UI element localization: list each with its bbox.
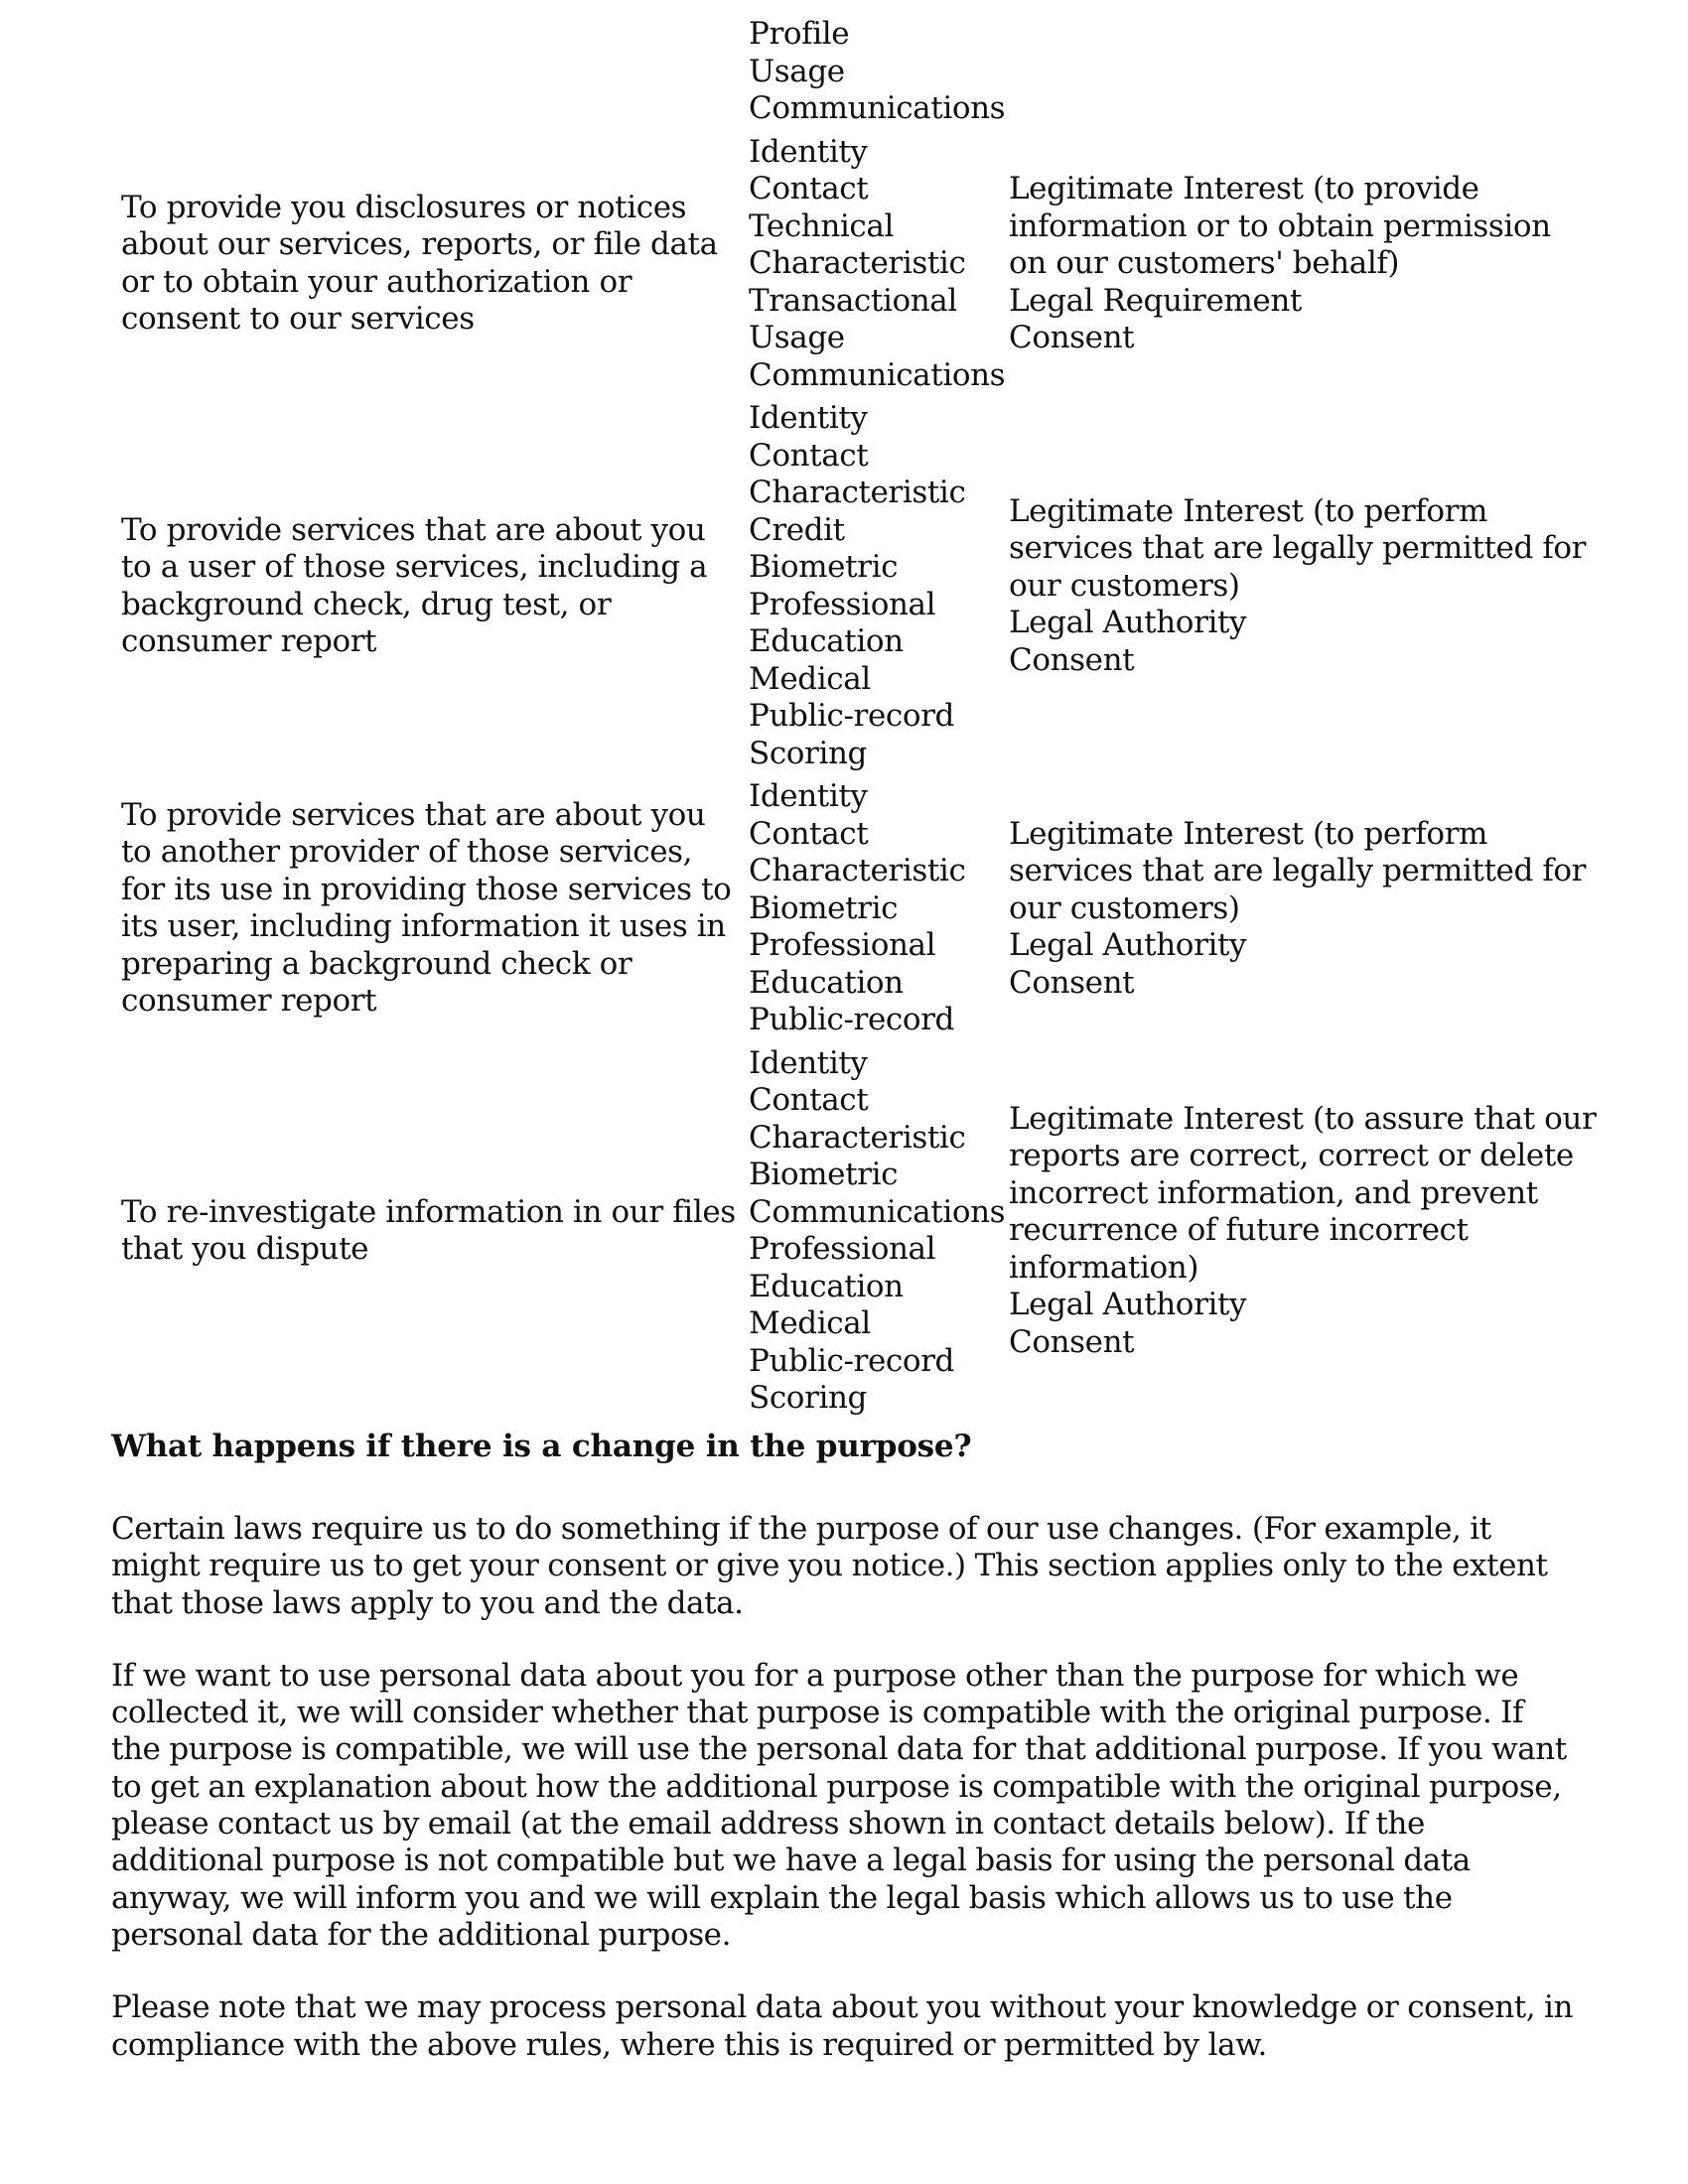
- legal-basis-line: our customers): [1009, 567, 1240, 604]
- data-category: Biometric: [749, 1157, 899, 1192]
- data-category: Contact: [749, 437, 869, 474]
- legal-basis-cell: [1009, 1100, 1597, 1362]
- data-categories-cell: [749, 400, 1009, 772]
- data-category: Professional: [749, 1231, 936, 1267]
- purpose-cell: [121, 1194, 749, 1269]
- legal-basis-line: our customers): [1009, 889, 1240, 926]
- legal-basis-line: Legitimate Interest (to provide: [1009, 171, 1479, 206]
- data-category: Biometric: [749, 549, 899, 585]
- legal-basis-line: Legitimate Interest (to perform: [1009, 815, 1488, 852]
- legal-basis-line: reports are correct, correct or delete: [1009, 1138, 1574, 1174]
- purpose-table: [121, 16, 1597, 1418]
- data-category: Scoring: [749, 1380, 868, 1416]
- legal-basis-line: Legal Authority: [1009, 605, 1247, 641]
- table-row: [121, 16, 1571, 128]
- legal-basis-line: Legitimate Interest (to assure that our: [1009, 1100, 1597, 1137]
- data-category: Contact: [749, 171, 869, 206]
- data-category: Technical: [749, 207, 894, 244]
- data-category: Identity: [749, 400, 868, 436]
- data-category: Professional: [749, 927, 936, 963]
- legal-basis-line: Legal Authority: [1009, 1287, 1247, 1323]
- purpose-cell: [121, 512, 749, 661]
- data-category: Education: [749, 623, 904, 659]
- data-category: Characteristic: [749, 1119, 966, 1156]
- legal-basis-line: Legal Authority: [1009, 927, 1247, 963]
- data-category: Communications: [749, 90, 1006, 126]
- data-category: Usage: [749, 53, 845, 89]
- legal-basis-line: Legal Requirement: [1009, 282, 1302, 319]
- legal-basis-line: Consent: [1009, 641, 1135, 678]
- table-row: [121, 134, 1571, 395]
- data-category: Public-record: [749, 1002, 954, 1037]
- data-category: Identity: [749, 133, 868, 170]
- data-category: Communications: [749, 356, 1006, 393]
- data-category: Contact: [749, 815, 869, 852]
- data-category: Medical: [749, 1305, 871, 1341]
- legal-basis-line: on our customers' behalf): [1009, 245, 1400, 281]
- legal-basis-line: recurrence of future incorrect: [1009, 1212, 1469, 1249]
- purpose-change-section: [111, 1429, 1581, 2100]
- table-row: [121, 778, 1587, 1039]
- legal-basis-line: services that are legally permitted for: [1009, 853, 1587, 888]
- legal-basis-line: Consent: [1009, 964, 1135, 1001]
- legal-basis-line: Legitimate Interest (to perform: [1009, 492, 1488, 529]
- data-category: Medical: [749, 660, 871, 697]
- data-category: Characteristic: [749, 475, 966, 510]
- data-category: Profile: [749, 16, 850, 52]
- paragraph: If we want to use personal data about you for a purpose other than the purpose for which we collected it, we will consider whether that purpose is compatible with the original purpose. If the purpose is compatible, we will use the personal data for that additional purpose. If you want to get an explanation about how the additional purpose is compatible with the original purpose, please contact us by email (at the email address shown in contact details below). If the additional purpose is not compatible but we have a legal basis for using the personal data anyway, we will inform you and we will explain the legal basis which allows us to use the personal data for the additional purpose.: [111, 1657, 1567, 1953]
- legal-basis-line: information): [1009, 1249, 1199, 1286]
- paragraph: Please note that we may process personal data about you without your knowledge or consent, in compliance with the above rules, where this is required or permitted by law.: [111, 1989, 1574, 2063]
- legal-basis-cell: [1009, 815, 1587, 1003]
- legal-basis-cell: [1009, 171, 1580, 357]
- data-categories-cell: [749, 16, 1009, 128]
- purpose-text: To provide services that are about you to another provider of those services, for its use in providing those services to its user, including information it uses in preparing a background check or consumer report: [121, 796, 732, 1020]
- data-category: Public-record: [749, 1342, 954, 1379]
- data-category: Communications: [749, 1193, 1006, 1230]
- purpose-text: To re-investigate information in our files that you dispute: [121, 1193, 736, 1267]
- legal-basis-cell: [1009, 492, 1587, 680]
- data-category: Identity: [749, 1044, 868, 1081]
- data-category: Usage: [749, 320, 845, 355]
- table-row: [121, 1044, 1597, 1418]
- legal-basis-line: incorrect information, and prevent: [1009, 1174, 1538, 1211]
- data-categories-cell: [749, 1045, 1009, 1418]
- data-category: Education: [749, 964, 904, 1001]
- purpose-cell: [121, 797, 749, 1021]
- purpose-text: To provide you disclosures or notices about our services, reports, or file data or to obtain your authorization or consent to our services: [121, 189, 718, 338]
- data-categories-cell: [749, 134, 1009, 395]
- purpose-text: To provide services that are about you to a user of those services, including a background check, drug test, or consumer report: [121, 511, 708, 659]
- section-heading: What happens if there is a change in the purpose?: [111, 1429, 972, 1464]
- table-row: [121, 400, 1587, 772]
- data-category: Scoring: [749, 735, 868, 771]
- data-category: Education: [749, 1268, 904, 1304]
- data-category: Biometric: [749, 889, 899, 926]
- data-category: Public-record: [749, 698, 954, 734]
- paragraph: Certain laws require us to do something if the purpose of our use changes. (For example, it might require us to get your consent or give you notice.) This section applies only to the extent that those laws apply to you and the data.: [111, 1511, 1548, 1621]
- data-categories-cell: [749, 778, 1009, 1039]
- data-category: Credit: [749, 511, 845, 548]
- data-category: Contact: [749, 1082, 869, 1118]
- legal-basis-line: services that are legally permitted for: [1009, 530, 1587, 567]
- legal-basis-line: Consent: [1009, 320, 1135, 355]
- legal-basis-line: information or to obtain permission: [1009, 207, 1551, 244]
- data-category: Characteristic: [749, 853, 966, 888]
- data-category: Professional: [749, 586, 936, 622]
- data-category: Characteristic: [749, 245, 966, 281]
- legal-basis-line: Consent: [1009, 1323, 1135, 1360]
- data-category: Identity: [749, 778, 868, 814]
- purpose-cell: [121, 190, 749, 339]
- data-category: Transactional: [749, 282, 957, 319]
